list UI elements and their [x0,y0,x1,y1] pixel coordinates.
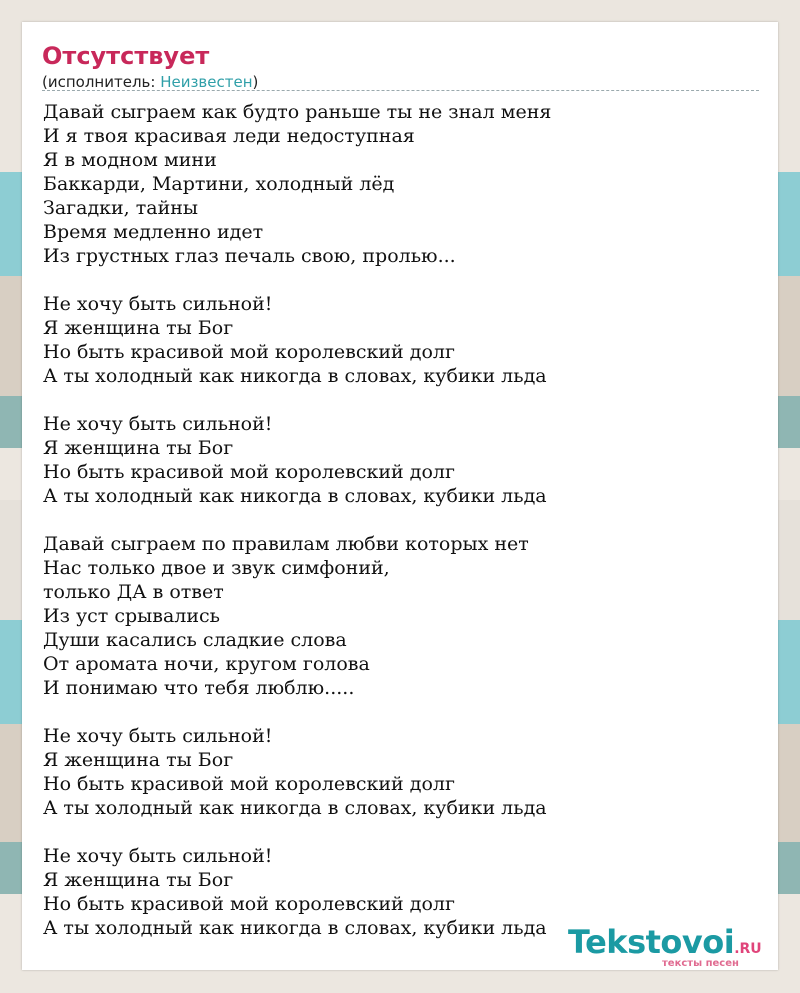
artist-prefix: (исполнитель: [42,73,161,91]
site-logo[interactable] [568,924,778,972]
lyrics-line: Я женщина ты Бог [43,749,234,771]
artist-link[interactable]: Неизвестен [160,73,253,91]
lyrics-line: Загадки, тайны [43,197,199,219]
lyrics-line: Из уст срывались [43,605,221,627]
lyrics-line: Время медленно идет [43,221,264,243]
lyrics-blank-line [43,268,763,292]
lyrics-line: Но быть красивой мой королевский долг [43,773,455,795]
lyrics-line: И понимаю что тебя люблю..... [43,677,355,699]
lyrics-line: А ты холодный как никогда в словах, кубики льда [43,797,547,819]
lyrics-line: Я женщина ты Бог [43,869,234,891]
lyrics-line: От аромата ночи, кругом голова [43,653,370,675]
lyrics-line: Не хочу быть сильной! [43,845,273,867]
lyrics-line: Не хочу быть сильной! [43,725,273,747]
song-header [42,40,759,91]
lyrics-line: Я в модном мини [43,149,217,171]
lyrics-card [22,22,778,970]
lyrics-blank-line [43,700,763,724]
artist-line [42,72,759,92]
song-title: Отсутствует [42,42,210,70]
lyrics-line: Баккарди, Мартини, холодный лёд [43,173,395,195]
lyrics-line: Не хочу быть сильной! [43,413,273,435]
lyrics-line: Я женщина ты Бог [43,437,234,459]
lyrics-line: А ты холодный как никогда в словах, кубики льда [43,485,547,507]
lyrics-line: Но быть красивой мой королевский долг [43,341,455,363]
lyrics-line: А ты холодный как никогда в словах, кубики льда [43,365,547,387]
lyrics-text [43,100,763,940]
logo-main-text: Tekstovoi [568,923,735,961]
artist-suffix: ) [252,73,259,91]
lyrics-line: И я твоя красивая леди недоступная [43,125,415,147]
lyrics-line: Но быть красивой мой королевский долг [43,461,455,483]
lyrics-line: Не хочу быть сильной! [43,293,273,315]
logo-tagline: тексты песен [662,958,739,969]
lyrics-line: Но быть красивой мой королевский долг [43,893,455,915]
lyrics-blank-line [43,508,763,532]
logo-wordmark [568,924,778,960]
lyrics-line: Я женщина ты Бог [43,317,234,339]
lyrics-line: А ты холодный как никогда в словах, кубики льда [43,917,547,939]
lyrics-blank-line [43,388,763,412]
lyrics-blank-line [43,820,763,844]
lyrics-line: только ДА в ответ [43,581,224,603]
lyrics-line: Из грустных глаз печаль свою, пролью... [43,245,456,267]
lyrics-line: Давай сыграем как будто раньше ты не знал меня [43,101,552,123]
logo-tld: .RU [734,941,762,957]
lyrics-line: Души касались сладкие слова [43,629,347,651]
lyrics-line: Нас только двое и звук симфоний, [43,557,390,579]
lyrics-line: Давай сыграем по правилам любви которых нет [43,533,529,555]
